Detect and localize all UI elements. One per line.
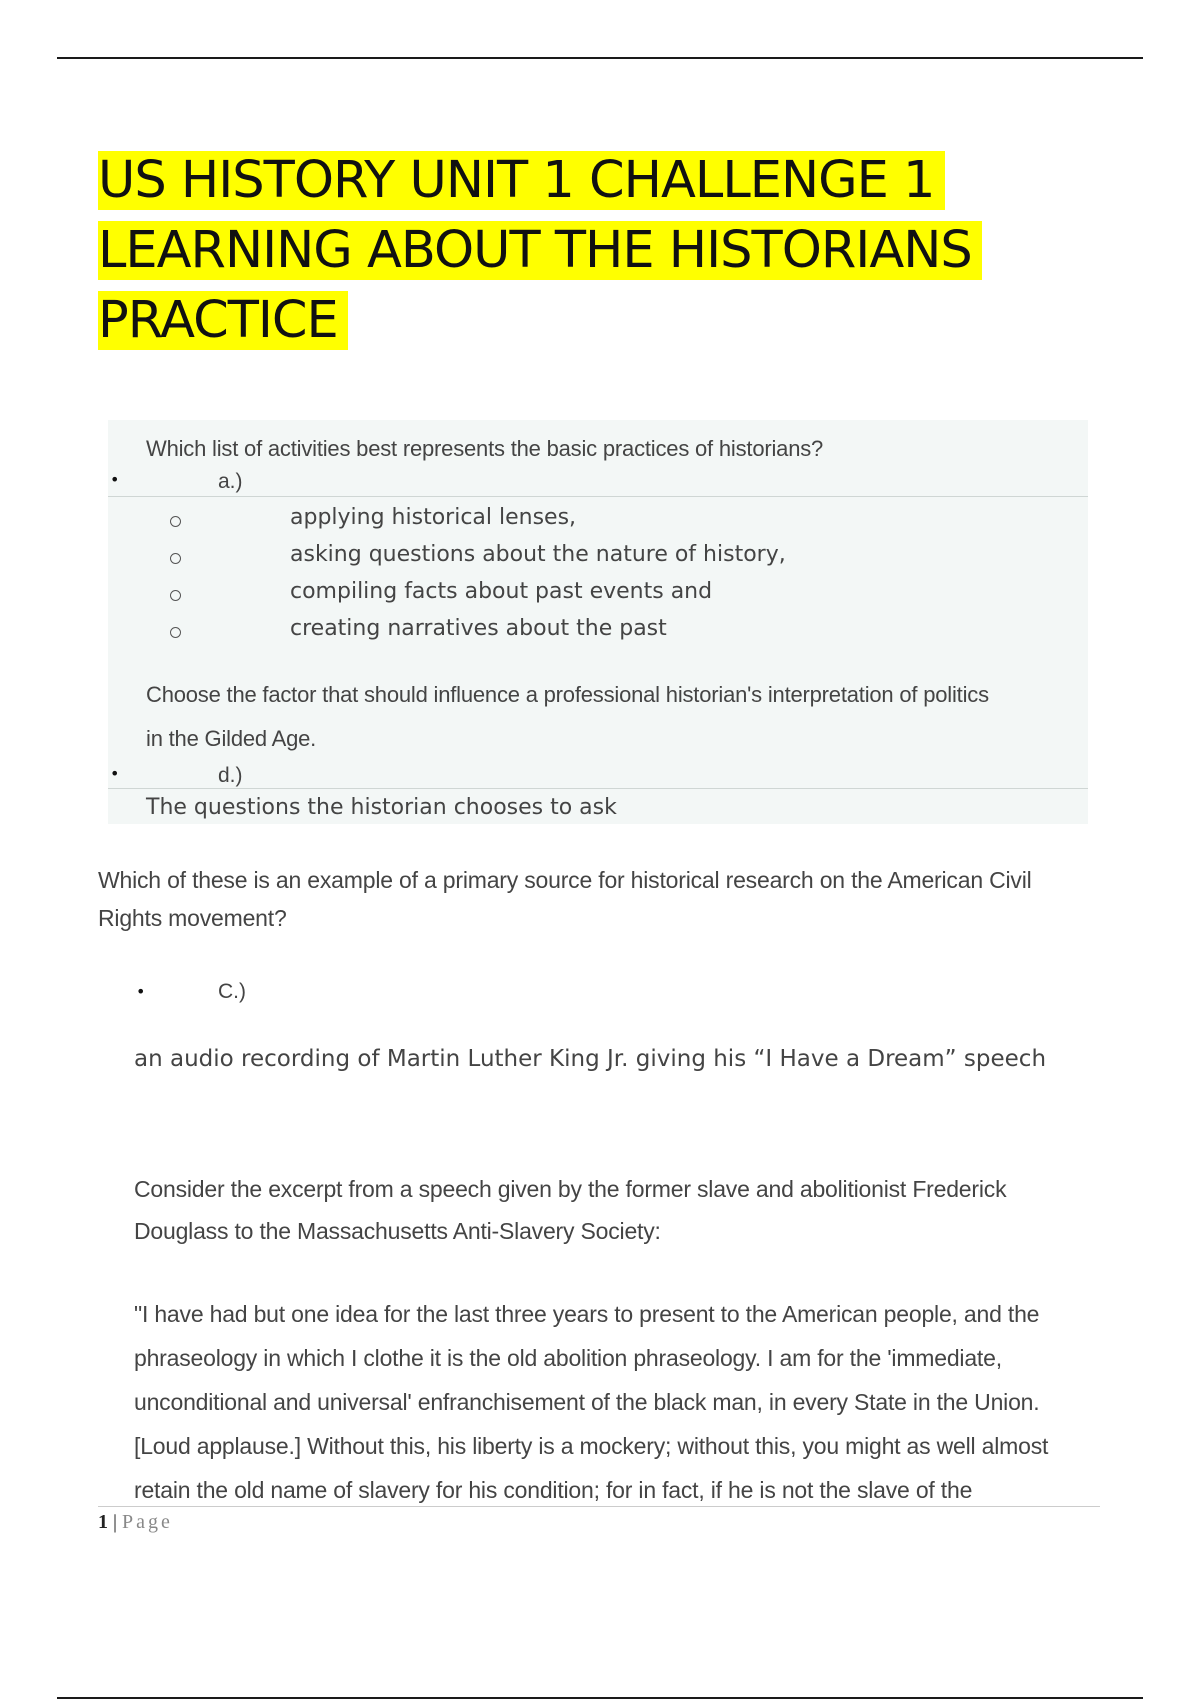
question-1-item-3: compiling facts about past events and: [290, 579, 713, 604]
question-1-text: Which list of activities best represents the basic practices of historians?: [146, 436, 824, 461]
question-3-answer-letter: C.): [218, 980, 246, 1003]
title-line-3: PRACTICE: [98, 291, 348, 350]
question-2-text-line-1: Choose the factor that should influence a professional historian's interpretation of politics: [146, 682, 989, 707]
question-4-intro-line-2: Douglass to the Massachusetts Anti-Slavery Society:: [134, 1218, 661, 1244]
page-label: Page: [122, 1511, 173, 1533]
bullet-icon: •: [110, 470, 120, 489]
title-line-2: LEARNING ABOUT THE HISTORIANS: [98, 221, 982, 280]
bullet-icon: •: [110, 764, 120, 783]
footer-rule: [98, 1506, 1100, 1507]
quote-line-1: "I have had but one idea for the last three years to present to the American people, and the: [134, 1301, 1040, 1327]
question-3-text-line-1: Which of these is an example of a primary source for historical research on the American Civil: [98, 867, 1032, 893]
quote-line-4: [Loud applause.] Without this, his liberty is a mockery; without this, you might as well almost: [134, 1433, 1049, 1459]
question-1-answer-letter: a.): [218, 470, 243, 493]
quote-line-2: phraseology in which I clothe it is the old abolition phraseology. I am for the 'immediate,: [134, 1345, 1002, 1371]
circle-bullet-icon: [170, 553, 181, 564]
page-footer: [98, 1511, 173, 1534]
bullet-icon: •: [136, 982, 146, 1001]
question-1-item-2: asking questions about the nature of history,: [290, 542, 786, 567]
douglass-quote: [134, 1292, 1094, 1512]
quote-line-5: retain the old name of slavery for his condition; for in fact, if he is not the slave of the: [134, 1477, 973, 1503]
circle-bullet-icon: [170, 516, 181, 527]
question-2-answer-letter: d.): [218, 764, 243, 787]
circle-bullet-icon: [170, 590, 181, 601]
quote-line-3: unconditional and universal' enfranchisement of the black man, in every State in the Union.: [134, 1389, 1040, 1415]
question-3-answer: an audio recording of Martin Luther King Jr. giving his “I Have a Dream” speech: [134, 1046, 1047, 1072]
question-1-item-1: applying historical lenses,: [290, 505, 577, 530]
question-2-text-line-2: in the Gilded Age.: [146, 726, 317, 751]
question-2-answer: The questions the historian chooses to ask: [146, 795, 617, 820]
question-1-item-4: creating narratives about the past: [290, 616, 667, 641]
answer-divider: [108, 496, 1088, 497]
bottom-rule: [57, 1697, 1143, 1699]
question-4-intro-line-1: Consider the excerpt from a speech given by the former slave and abolitionist Frederick: [134, 1176, 1007, 1202]
page-number: 1: [98, 1511, 108, 1533]
title-line-1: US HISTORY UNIT 1 CHALLENGE 1: [98, 151, 945, 210]
footer-separator: |: [113, 1511, 118, 1533]
answer-divider: [108, 788, 1088, 789]
question-3-text-line-2: Rights movement?: [98, 905, 287, 931]
top-rule: [57, 57, 1143, 59]
document-title: [98, 146, 998, 356]
circle-bullet-icon: [170, 627, 181, 638]
